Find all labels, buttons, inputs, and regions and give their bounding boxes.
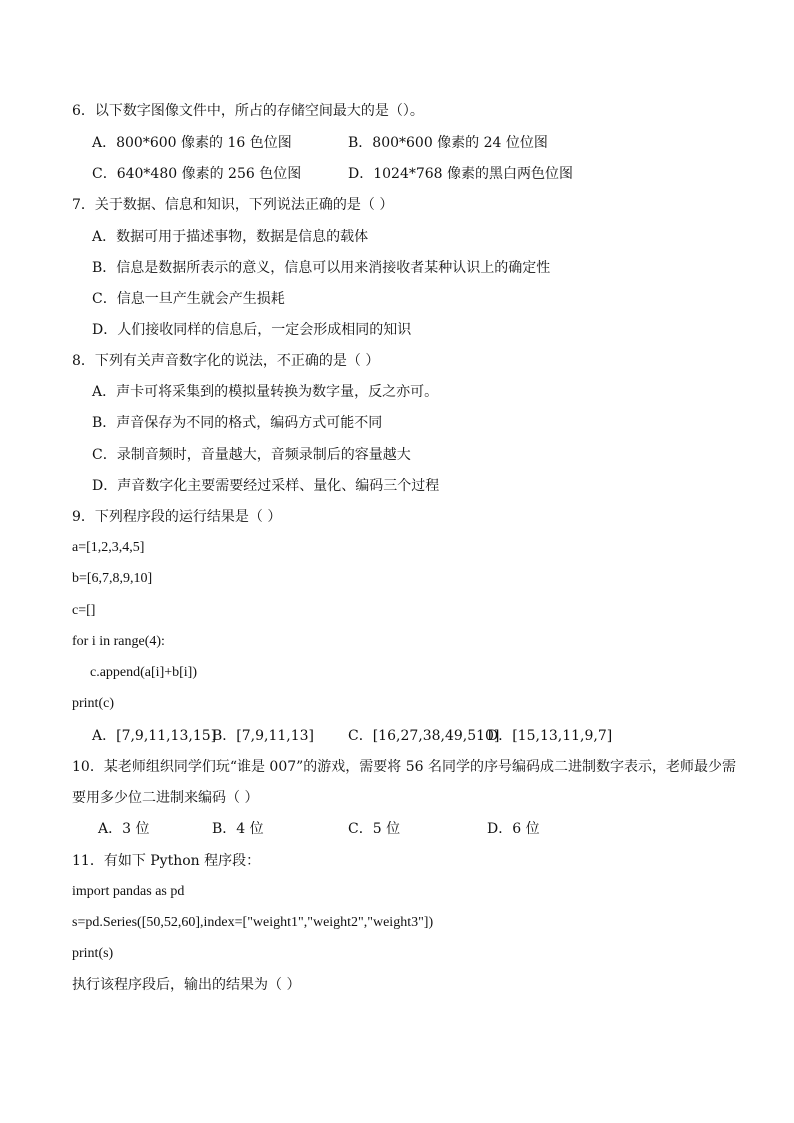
q7-option-b: B．信息是数据所表示的意义，信息可以用来消接收者某种认识上的确定性 [92,260,551,276]
q6-option-a: A．800*600 像素的 16 色位图 [92,135,292,151]
q9-option-d: D．[15,13,11,9,7] [487,728,613,744]
q9-code-line: for i in range(4): [72,634,165,649]
q10-option-d: D．6 位 [487,821,540,837]
q9-code-line: b=[6,7,8,9,10] [72,571,153,586]
q11-code-line: print(s) [72,946,114,961]
q8-stem: 8．下列有关声音数字化的说法，不正确的是（ ） [72,353,380,369]
q6-option-d: D．1024*768 像素的黑白两色位图 [348,166,574,182]
q11-stem: 11．有如下 Python 程序段： [72,853,261,869]
q9-code-line: c=[] [72,603,96,618]
q9-code-line: print(c) [72,696,114,711]
q7-option-c: C．信息一旦产生就会产生损耗 [92,291,285,307]
q7-option-a: A．数据可用于描述事物，数据是信息的载体 [92,229,369,245]
q9-option-b: B．[7,9,11,13] [212,728,315,744]
q9-code-line: a=[1,2,3,4,5] [72,540,145,555]
q8-option-d: D．声音数字化主要需要经过采样、量化、编码三个过程 [92,478,440,494]
q8-option-b: B．声音保存为不同的格式，编码方式可能不同 [92,415,383,431]
q11-code-line: import pandas as pd [72,884,185,899]
q7-option-d: D．人们接收同样的信息后，一定会形成相同的知识 [92,322,412,338]
q10-stem-line2: 要用多少位二进制来编码（ ） [72,790,259,806]
q9-option-c: C．[16,27,38,49,510] [348,728,500,744]
q8-option-c: C．录制音频时，音量越大，音频录制后的容量越大 [92,447,411,463]
q9-option-a: A．[7,9,11,13,15] [92,728,217,744]
q10-option-b: B．4 位 [212,821,264,837]
q11-code-line: s=pd.Series([50,52,60],index=["weight1","weight2","weight3"]) [72,915,434,930]
q6-stem: 6．以下数字图像文件中，所占的存储空间最大的是（）。 [72,103,424,119]
q10-stem-line1: 10．某老师组织同学们玩“谁是 007”的游戏，需要将 56 名同学的序号编码成二进制数字表示，老师最少需 [72,759,737,775]
q9-code-line: c.append(a[i]+b[i]) [90,665,198,680]
q10-option-c: C．5 位 [348,821,401,837]
q6-option-b: B．800*600 像素的 24 位位图 [348,135,548,151]
q6-option-c: C．640*480 像素的 256 色位图 [92,166,302,182]
q7-stem: 7．关于数据、信息和知识，下列说法正确的是（ ） [72,197,394,213]
q11-tail: 执行该程序段后，输出的结果为（ ） [72,977,301,993]
q8-option-a: A．声卡可将采集到的模拟量转换为数字量，反之亦可。 [92,384,439,400]
q9-stem: 9．下列程序段的运行结果是（ ） [72,509,282,525]
q10-option-a: A．3 位 [98,821,150,837]
